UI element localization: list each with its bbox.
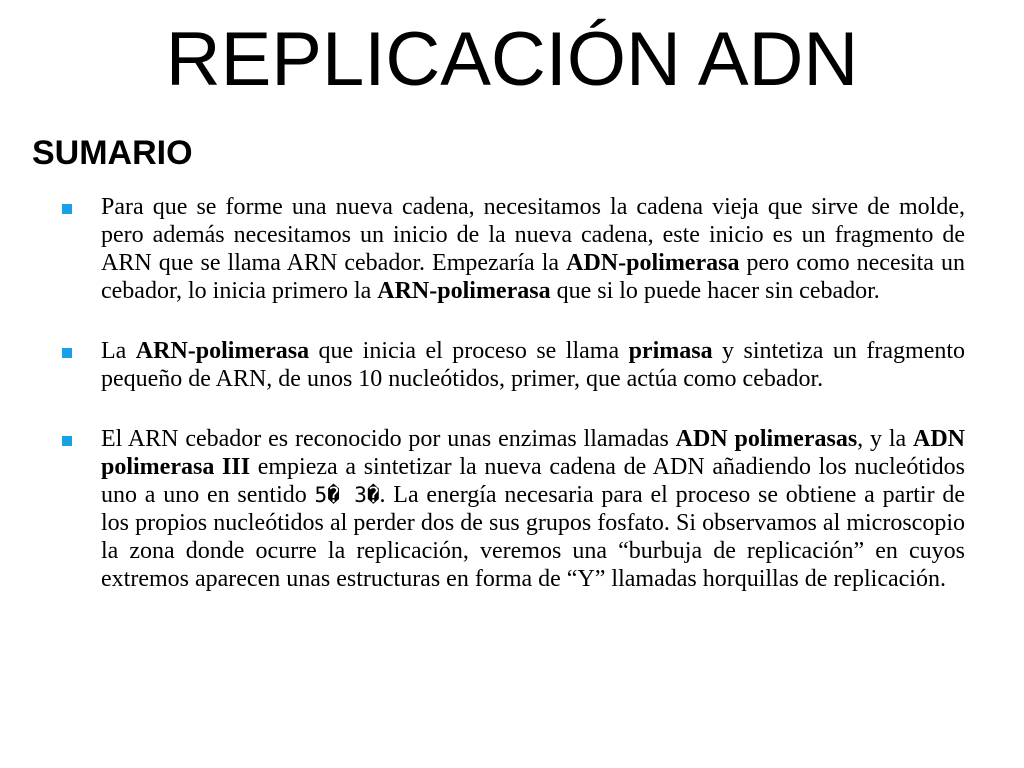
bullet-text: Para que se forme una nueva cadena, necesitamos la cadena vieja que sirve de molde, pero además necesitamos un inicio de la nueva cadena, este inicio es un fragmento de ARN que se llama ARN cebador. Empezaría la ADN-polimerasa pero como necesita un cebador, lo inicia primero la ARN-polimerasa que si lo puede hacer sin cebador. xyxy=(101,194,966,304)
square-bullet-icon xyxy=(62,348,72,358)
square-bullet-icon xyxy=(62,436,72,446)
bullet-item xyxy=(60,425,965,593)
bullet-list xyxy=(60,193,965,593)
direction-notation: 5� 3� xyxy=(314,483,380,507)
bullet-text: La ARN-polimerasa que inicia el proceso se llama primasa y sintetiza un fragmento pequeño de ARN, de unos 10 nucleótidos, primer, que actúa como cebador. xyxy=(101,338,966,392)
slide-title: REPLICACIÓN ADN xyxy=(165,17,859,102)
bullet-item xyxy=(60,193,965,305)
square-bullet-icon xyxy=(62,204,72,214)
bullet-item xyxy=(60,337,965,393)
bullet-text: El ARN cebador es reconocido por unas enzimas llamadas ADN polimerasas, y la ADN polimerasa III empieza a sintetizar la nueva cadena de ADN añadiendo los nucleótidos uno a uno en sentido 5� 3�. La energía necesaria para el proceso se obtiene a partir de los propios nucleótidos al perder dos de sus grupos fosfato. Si observamos al microscopio la zona donde ocurre la replicación, veremos una “burbuja de replicación” en cuyos extremos aparecen unas estructuras en forma de “Y” llamadas horquillas de replicación. xyxy=(101,426,966,592)
slide-subtitle: SUMARIO xyxy=(32,134,193,172)
